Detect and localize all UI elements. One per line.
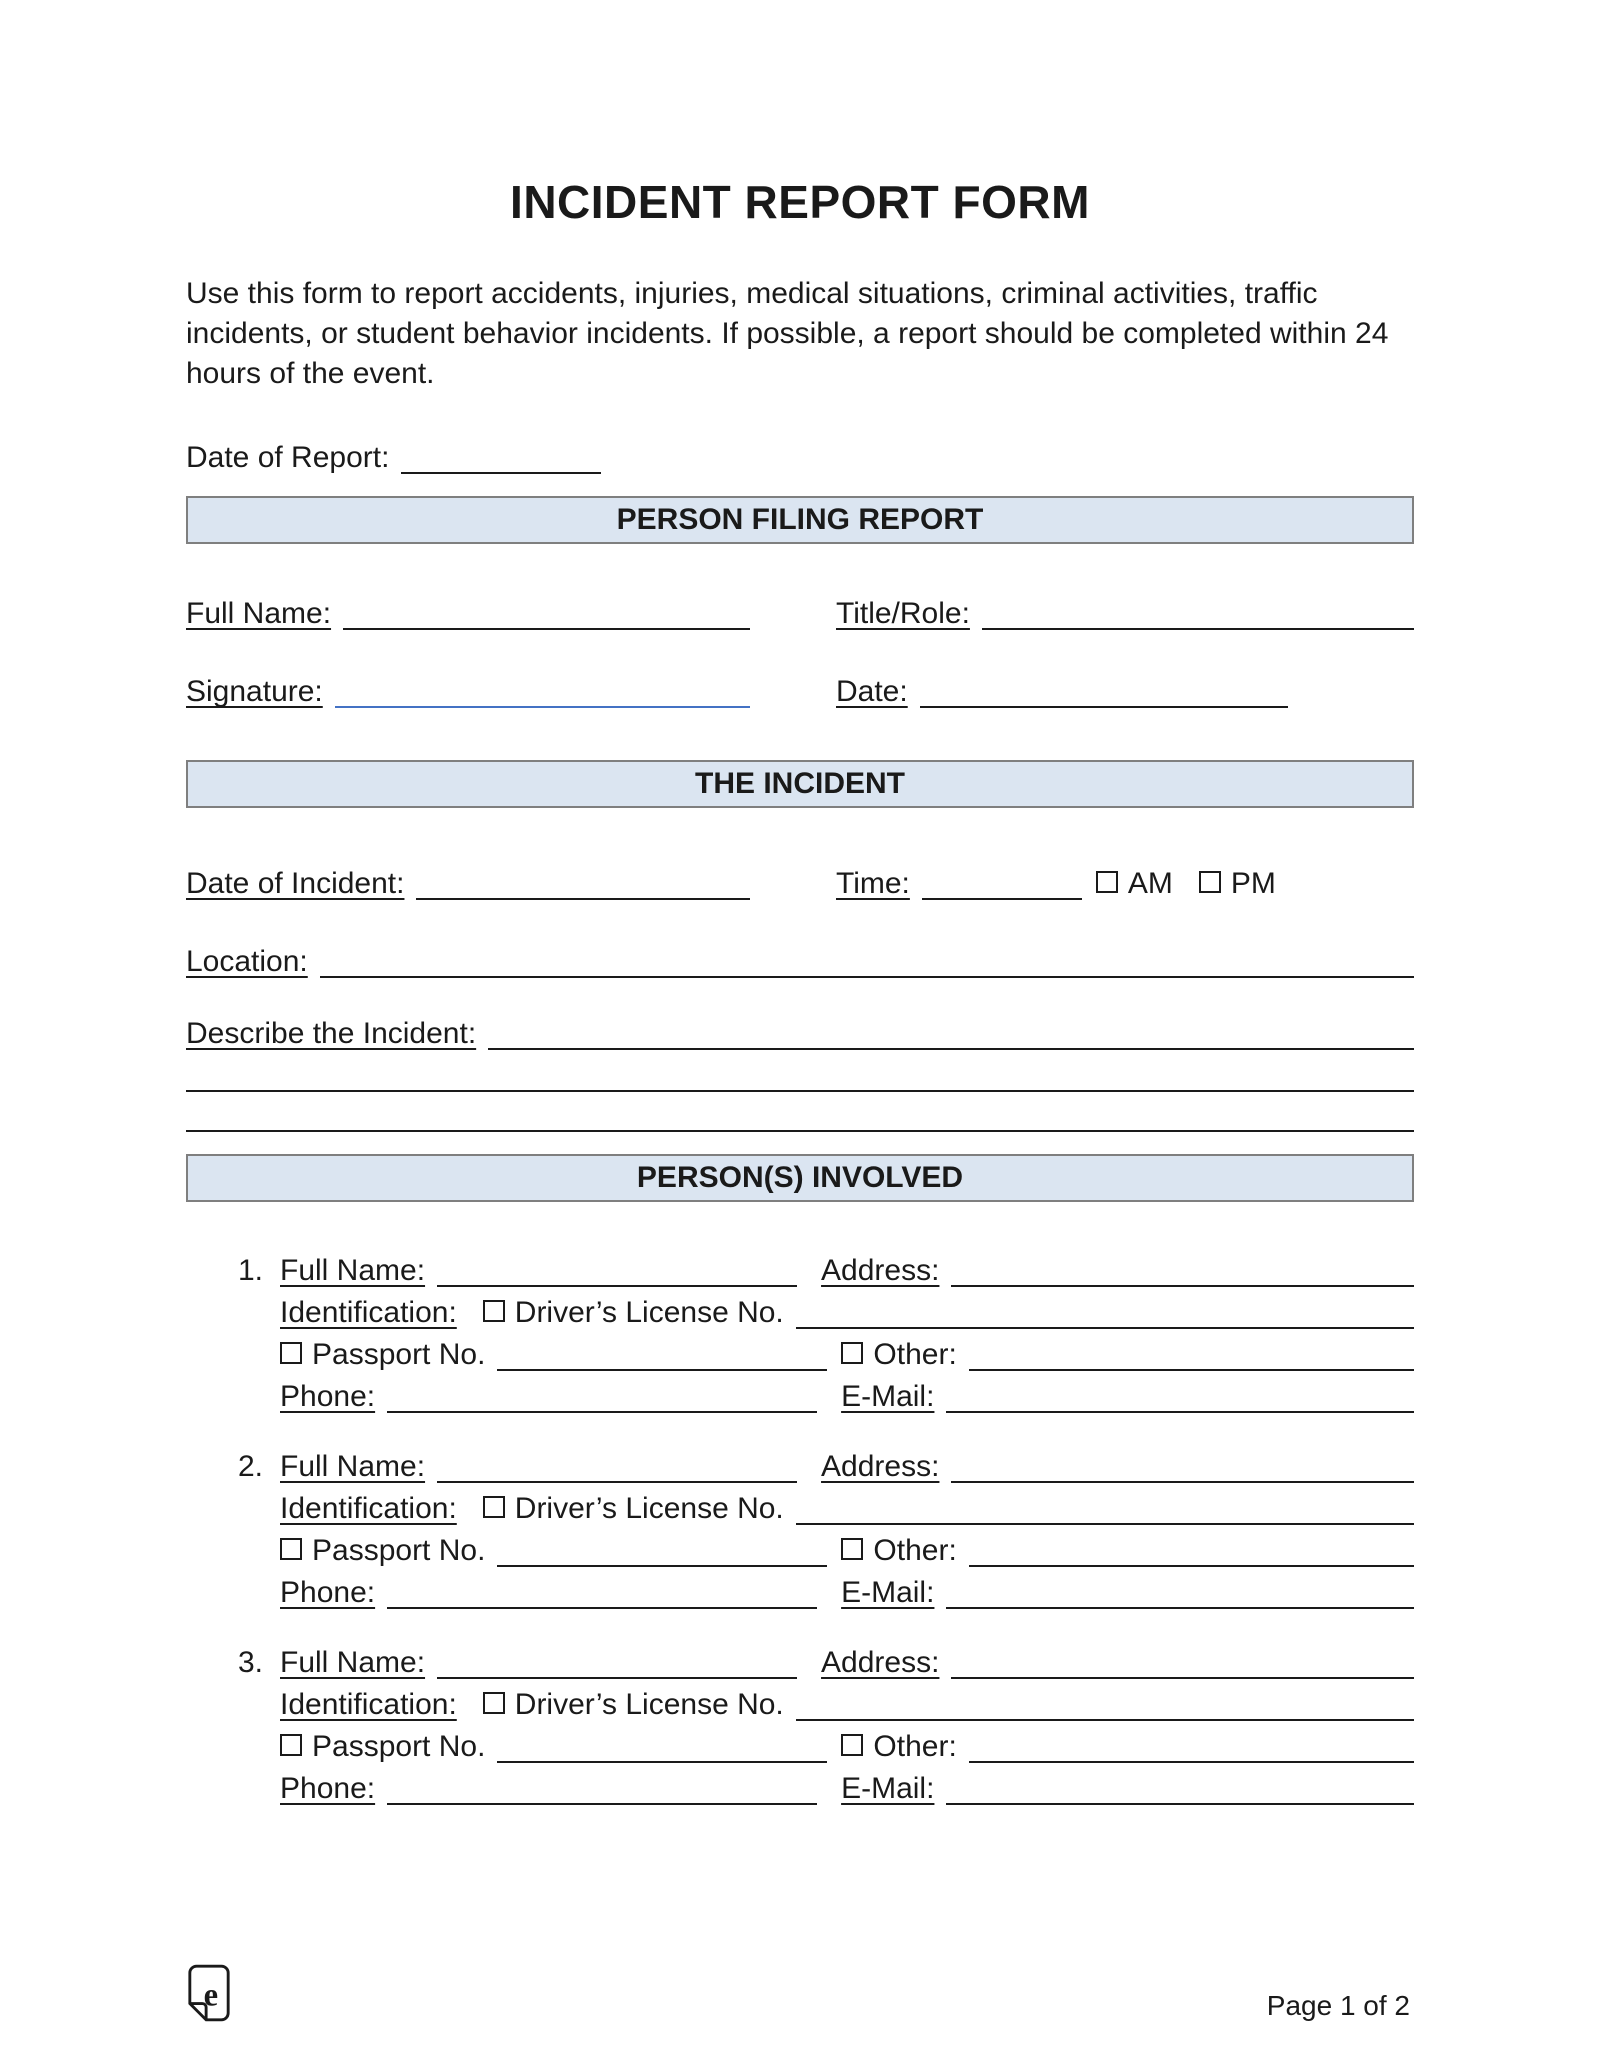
time-blank[interactable] (922, 898, 1082, 900)
drivers-license-checkbox[interactable] (483, 1300, 505, 1322)
identification-label: Identification: (280, 1688, 457, 1721)
email-blank[interactable] (946, 1607, 1414, 1609)
title-role-blank[interactable] (982, 628, 1414, 630)
time-label: Time: (836, 867, 910, 900)
person-identification-line (280, 1684, 1414, 1726)
address-blank[interactable] (951, 1677, 1414, 1679)
passport-checkbox[interactable] (280, 1342, 302, 1364)
date-of-report-row (186, 440, 1414, 476)
person-name-address-line (280, 1642, 1414, 1684)
person-phone-email-line (280, 1376, 1414, 1418)
email-blank[interactable] (946, 1411, 1414, 1413)
drivers-license-blank[interactable] (796, 1327, 1414, 1329)
full-name-label: Full Name: (280, 1646, 426, 1679)
drivers-license-checkbox[interactable] (483, 1496, 505, 1518)
full-name-blank[interactable] (343, 628, 750, 630)
date-of-incident-label: Date of Incident: (186, 867, 405, 900)
identification-label: Identification: (280, 1492, 457, 1525)
person-involved-item-2 (186, 1446, 1414, 1614)
describe-incident-label: Describe the Incident: (186, 1017, 477, 1050)
other-checkbox[interactable] (841, 1342, 863, 1364)
phone-label: Phone: (280, 1576, 376, 1609)
passport-blank[interactable] (497, 1369, 827, 1371)
passport-checkbox[interactable] (280, 1538, 302, 1560)
passport-blank[interactable] (497, 1565, 827, 1567)
other-label: Other: (873, 1730, 957, 1763)
page-number: Page 1 of 2 (1266, 1990, 1410, 2021)
full-name-label: Full Name: (280, 1254, 426, 1287)
phone-blank[interactable] (387, 1803, 817, 1805)
am-checkbox[interactable] (1096, 871, 1118, 893)
incident-date-time-row (186, 866, 1414, 902)
person-passport-other-line (280, 1530, 1414, 1572)
passport-blank[interactable] (497, 1761, 827, 1763)
drivers-license-blank[interactable] (796, 1523, 1414, 1525)
section-header-person-filing: PERSON FILING REPORT (186, 496, 1414, 544)
person-number: 1. (238, 1254, 264, 1287)
other-blank[interactable] (969, 1565, 1414, 1567)
passport-label: Passport No. (312, 1730, 486, 1763)
pm-checkbox[interactable] (1199, 871, 1221, 893)
other-label: Other: (873, 1534, 957, 1567)
full-name-blank[interactable] (437, 1285, 797, 1287)
date-of-report-blank[interactable] (401, 472, 601, 474)
full-name-label: Full Name: (280, 1450, 426, 1483)
email-blank[interactable] (946, 1803, 1414, 1805)
person-number: 3. (238, 1646, 264, 1679)
location-row (186, 944, 1414, 980)
filing-name-row (186, 596, 1414, 632)
drivers-license-label: Driver’s License No. (514, 1688, 784, 1721)
person-phone-email-line (280, 1572, 1414, 1614)
drivers-license-label: Driver’s License No. (514, 1492, 784, 1525)
email-label: E-Mail: (841, 1380, 935, 1413)
drivers-license-blank[interactable] (796, 1719, 1414, 1721)
title-role-label: Title/Role: (836, 597, 970, 630)
describe-incident-blank[interactable] (488, 1048, 1414, 1050)
person-identification-line (280, 1292, 1414, 1334)
address-label: Address: (821, 1254, 940, 1287)
person-number: 2. (238, 1450, 264, 1483)
full-name-label: Full Name: (186, 597, 332, 630)
section-header-persons-involved: PERSON(S) INVOLVED (186, 1154, 1414, 1202)
eforms-logo-letter: e (203, 1977, 219, 2014)
drivers-license-label: Driver’s License No. (514, 1296, 784, 1329)
full-name-blank[interactable] (437, 1677, 797, 1679)
person-passport-other-line (280, 1726, 1414, 1768)
identification-label: Identification: (280, 1296, 457, 1329)
filing-date-blank[interactable] (920, 706, 1288, 708)
page-title: INCIDENT REPORT FORM (510, 176, 1090, 228)
address-blank[interactable] (951, 1285, 1414, 1287)
passport-label: Passport No. (312, 1338, 486, 1371)
person-identification-line (280, 1488, 1414, 1530)
person-name-address-line (280, 1446, 1414, 1488)
email-label: E-Mail: (841, 1576, 935, 1609)
location-blank[interactable] (320, 976, 1414, 978)
describe-incident-row (186, 1016, 1414, 1052)
person-phone-email-line (280, 1768, 1414, 1810)
phone-label: Phone: (280, 1380, 376, 1413)
signature-blank[interactable] (335, 706, 750, 708)
address-blank[interactable] (951, 1481, 1414, 1483)
address-label: Address: (821, 1646, 940, 1679)
filing-signature-row (186, 674, 1414, 710)
am-label: AM (1127, 867, 1173, 900)
describe-incident-blank-line-2[interactable] (186, 1052, 1414, 1092)
phone-label: Phone: (280, 1772, 376, 1805)
phone-blank[interactable] (387, 1411, 817, 1413)
other-blank[interactable] (969, 1761, 1414, 1763)
address-label: Address: (821, 1450, 940, 1483)
date-of-report-label: Date of Report: (186, 441, 390, 474)
date-of-incident-blank[interactable] (416, 898, 750, 900)
other-checkbox[interactable] (841, 1538, 863, 1560)
describe-incident-blank-line-3[interactable] (186, 1092, 1414, 1132)
passport-checkbox[interactable] (280, 1734, 302, 1756)
phone-blank[interactable] (387, 1607, 817, 1609)
person-name-address-line (280, 1250, 1414, 1292)
pm-label: PM (1230, 867, 1276, 900)
other-label: Other: (873, 1338, 957, 1371)
intro-text: Use this form to report accidents, injuries, medical situations, criminal activities, traffic incidents, or student behavior incidents. If possible, a report should be completed within 24 hours of the event. (186, 277, 1389, 390)
location-label: Location: (186, 945, 308, 978)
drivers-license-checkbox[interactable] (483, 1692, 505, 1714)
page-footer (186, 1964, 1410, 2022)
person-involved-item-1 (186, 1250, 1414, 1418)
filing-date-label: Date: (836, 675, 908, 708)
other-blank[interactable] (969, 1369, 1414, 1371)
other-checkbox[interactable] (841, 1734, 863, 1756)
section-header-incident: THE INCIDENT (186, 760, 1414, 808)
email-label: E-Mail: (841, 1772, 935, 1805)
person-passport-other-line (280, 1334, 1414, 1376)
person-involved-item-3 (186, 1642, 1414, 1810)
passport-label: Passport No. (312, 1534, 486, 1567)
full-name-blank[interactable] (437, 1481, 797, 1483)
signature-label: Signature: (186, 675, 323, 708)
eforms-logo (186, 1964, 232, 2022)
